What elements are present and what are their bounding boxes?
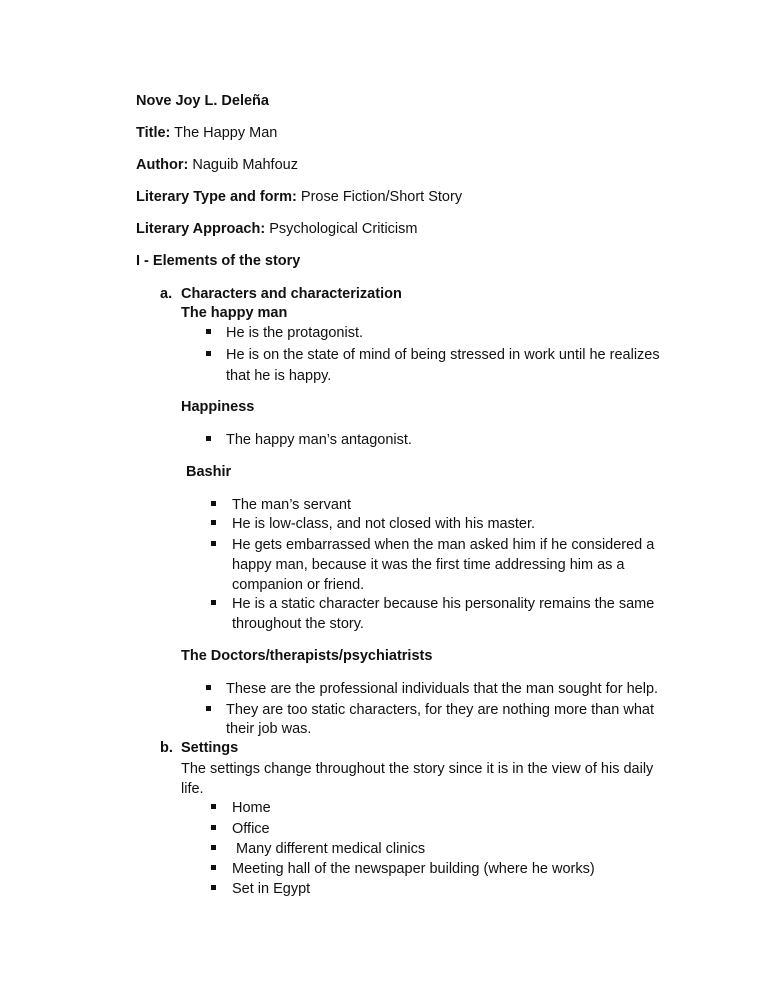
title-line [136, 124, 277, 142]
character-bashir: Bashir [186, 464, 232, 480]
character-happy-man: The happy man [181, 305, 288, 321]
bullet-square [211, 865, 216, 870]
bullet-text-continued: their job was. [226, 721, 312, 737]
bullet-square [211, 825, 216, 830]
bullet-text-continued: happy man, because it was the first time addressing him as a [232, 557, 625, 573]
literary-type-value: Prose Fiction/Short Story [300, 189, 463, 205]
bullet-text: Home [232, 800, 271, 816]
bullet-text-continued: that he is happy. [226, 368, 332, 384]
bullet-text: He is the protagonist. [226, 325, 364, 341]
bullet-square [211, 845, 216, 850]
bullet-text: They are too static characters, for they are nothing more than what [226, 702, 654, 718]
literary-approach-label: Literary Approach: [136, 221, 266, 237]
subsection-a-marker: a. [160, 286, 173, 302]
bullet-square [206, 351, 211, 356]
bullet-text: He gets embarrassed when the man asked him if he considered a [232, 537, 655, 553]
bullet-text: Many different medical clinics [232, 841, 426, 857]
bullet-text: He is a static character because his personality remains the same [232, 596, 655, 612]
author-line [136, 156, 298, 174]
author-label: Author: [136, 157, 189, 173]
subsection-b-marker: b. [160, 740, 173, 756]
author-name: Nove Joy L. Deleña [136, 93, 269, 109]
author-value: Naguib Mahfouz [192, 157, 298, 173]
bullet-text: These are the professional individuals that the man sought for help. [226, 681, 659, 697]
bullet-text: He is on the state of mind of being stressed in work until he realizes [226, 347, 660, 363]
literary-approach-line [136, 220, 417, 238]
bullet-square [211, 520, 216, 525]
bullet-text: Office [232, 821, 270, 837]
bullet-text: The man’s servant [232, 497, 352, 513]
bullet-text: The happy man’s antagonist. [226, 432, 412, 448]
bullet-square [206, 706, 211, 711]
bullet-text-continued: throughout the story. [232, 616, 364, 632]
subsection-b-heading: Settings [181, 740, 239, 756]
literary-approach-value: Psychological Criticism [269, 221, 418, 237]
character-happiness: Happiness [181, 399, 255, 415]
bullet-square [211, 501, 216, 506]
section-heading: I - Elements of the story [136, 253, 301, 269]
settings-intro: The settings change throughout the story since it is in the view of his daily [181, 761, 654, 777]
bullet-square [211, 885, 216, 890]
bullet-square [206, 436, 211, 441]
bullet-text-continued: companion or friend. [232, 577, 365, 593]
literary-type-line [136, 188, 462, 206]
settings-intro-continued: life. [181, 781, 204, 797]
title-value: The Happy Man [174, 125, 278, 141]
bullet-text: Meeting hall of the newspaper building (where he works) [232, 861, 595, 877]
subsection-a-heading: Characters and characterization [181, 286, 402, 302]
bullet-text: Set in Egypt [232, 881, 311, 897]
bullet-square [211, 541, 216, 546]
bullet-square [206, 685, 211, 690]
literary-type-label: Literary Type and form: [136, 189, 297, 205]
bullet-square [211, 804, 216, 809]
bullet-text: He is low-class, and not closed with his master. [232, 516, 536, 532]
character-doctors: The Doctors/therapists/psychiatrists [181, 648, 433, 664]
bullet-square [206, 329, 211, 334]
bullet-square [211, 600, 216, 605]
title-label: Title: [136, 125, 171, 141]
